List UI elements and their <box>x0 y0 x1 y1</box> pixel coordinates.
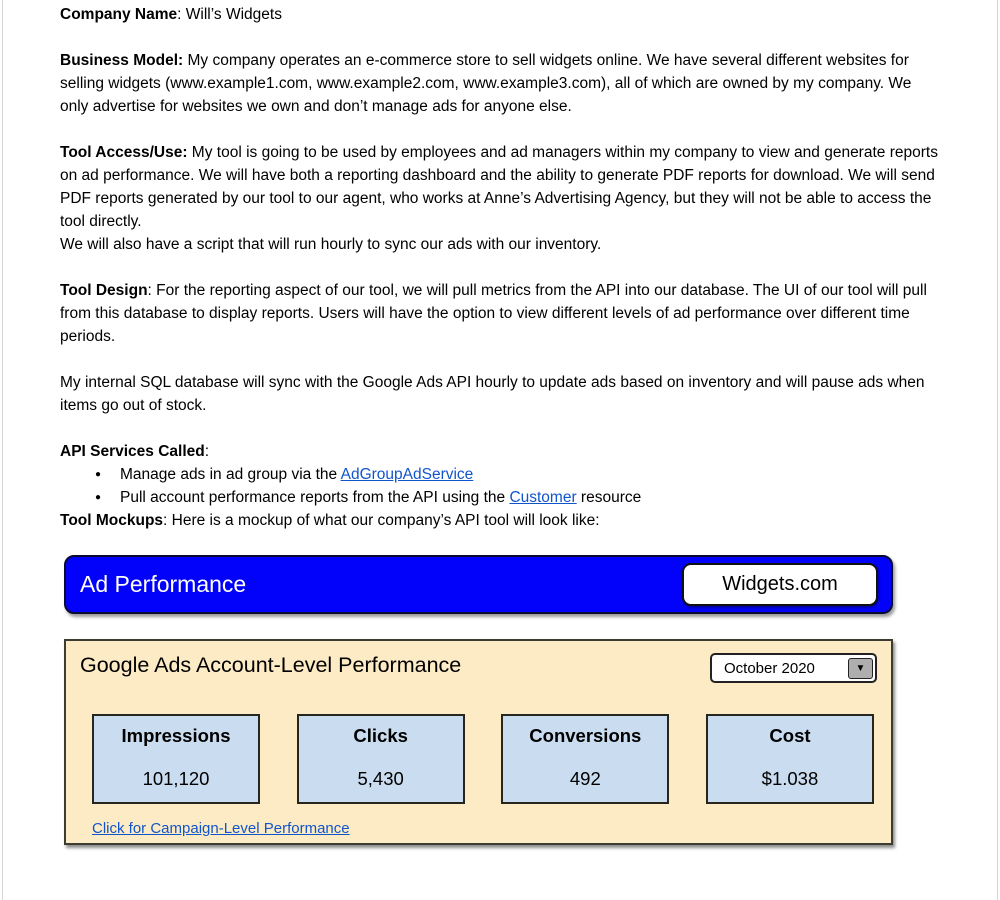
metric-value: 101,120 <box>142 768 210 789</box>
sql-sync-text: My internal SQL database will sync with the Google Ads API hourly to update ads based on inventory and will pause ads when items go out of stock. <box>60 374 925 414</box>
paragraph-tool-mockups <box>60 509 944 532</box>
campaign-level-link[interactable]: Click for Campaign-Level Performance <box>92 820 350 837</box>
api-services-colon: : <box>204 443 210 460</box>
bullet-2-text: Pull account performance reports from the API using the <box>120 489 510 506</box>
month-dropdown-value: October 2020 <box>724 659 815 677</box>
document-body <box>60 3 944 845</box>
business-model-label: Business Model: <box>60 52 184 69</box>
bullet-icon: ● <box>95 469 102 480</box>
metric-value: $1.038 <box>761 768 819 789</box>
page-right-border <box>997 0 998 900</box>
account-performance-panel <box>64 639 893 845</box>
tool-mockups-label: Tool Mockups <box>60 512 164 529</box>
page-left-border <box>2 0 3 900</box>
tool-mockup <box>64 555 893 845</box>
month-dropdown[interactable] <box>710 653 877 683</box>
metric-card-clicks <box>297 714 465 804</box>
panel-title: Google Ads Account-Level Performance <box>80 653 462 677</box>
metric-cards-row <box>66 714 891 804</box>
bullet-icon: ● <box>95 492 102 503</box>
metric-label: Impressions <box>121 725 231 746</box>
paragraph-tool-design <box>60 279 944 348</box>
metric-label: Cost <box>769 725 811 746</box>
tool-design-label: Tool Design <box>60 282 148 299</box>
customer-link[interactable]: Customer <box>509 489 577 506</box>
bullet-2-text-after: resource <box>576 489 642 506</box>
api-services-list <box>60 463 944 509</box>
metric-value: 492 <box>569 768 601 789</box>
bullet-1-text: Manage ads in ad group via the <box>120 466 341 483</box>
tool-access-text-line2: We will also have a script that will run hourly to sync our ads with our inventory. <box>60 236 602 253</box>
business-model-text: My company operates an e-commerce store to sell widgets online. We have several different websites for selling widgets (www.example1.com, www.example2.com, www.example3.com), all of which are owned by my company. We only advertise for websites we own and don’t manage ads for anyone else. <box>60 52 912 115</box>
api-services-label: API Services Called <box>60 443 205 460</box>
metric-card-cost <box>706 714 874 804</box>
paragraph-company-name <box>60 3 944 26</box>
tool-access-label: Tool Access/Use: <box>60 144 188 161</box>
mockup-header-banner <box>64 555 893 614</box>
campaign-link-row <box>66 820 891 837</box>
paragraph-business-model <box>60 49 944 118</box>
company-name-label: Company Name <box>60 6 178 23</box>
metric-label: Conversions <box>529 725 642 746</box>
tool-design-text: : For the reporting aspect of our tool, we will pull metrics from the API into our database. The UI of our tool will pull from this database to display reports. Users will have the option to view different levels of ad performance over different time periods. <box>60 282 927 345</box>
tool-mockups-text: : Here is a mockup of what our company’s API tool will look like: <box>163 512 600 529</box>
metric-card-impressions <box>92 714 260 804</box>
widgets-site-button[interactable]: Widgets.com <box>682 563 878 606</box>
list-item <box>95 486 944 509</box>
chevron-down-icon: ▼ <box>855 662 866 674</box>
adgroupadservice-link[interactable]: AdGroupAdService <box>340 466 474 483</box>
metric-card-conversions <box>501 714 669 804</box>
company-name-value: : Will’s Widgets <box>177 6 282 23</box>
mockup-app-title: Ad Performance <box>80 571 247 597</box>
dropdown-arrow-button[interactable] <box>848 658 873 679</box>
section-api-services <box>60 440 944 509</box>
paragraph-tool-access <box>60 141 944 256</box>
api-services-heading <box>60 440 944 463</box>
tool-access-text: My tool is going to be used by employees and ad managers within my company to view and generate reports on ad performance. We will have both a reporting dashboard and the ability to generate PDF reports for download. We will send PDF reports generated by our tool to our agent, who works at Anne’s Advertising Agency, but they will not be able to access the tool directly. <box>60 144 938 230</box>
paragraph-sql-sync <box>60 371 944 417</box>
metric-value: 5,430 <box>357 768 404 789</box>
list-item <box>95 463 944 486</box>
metric-label: Clicks <box>353 725 408 746</box>
